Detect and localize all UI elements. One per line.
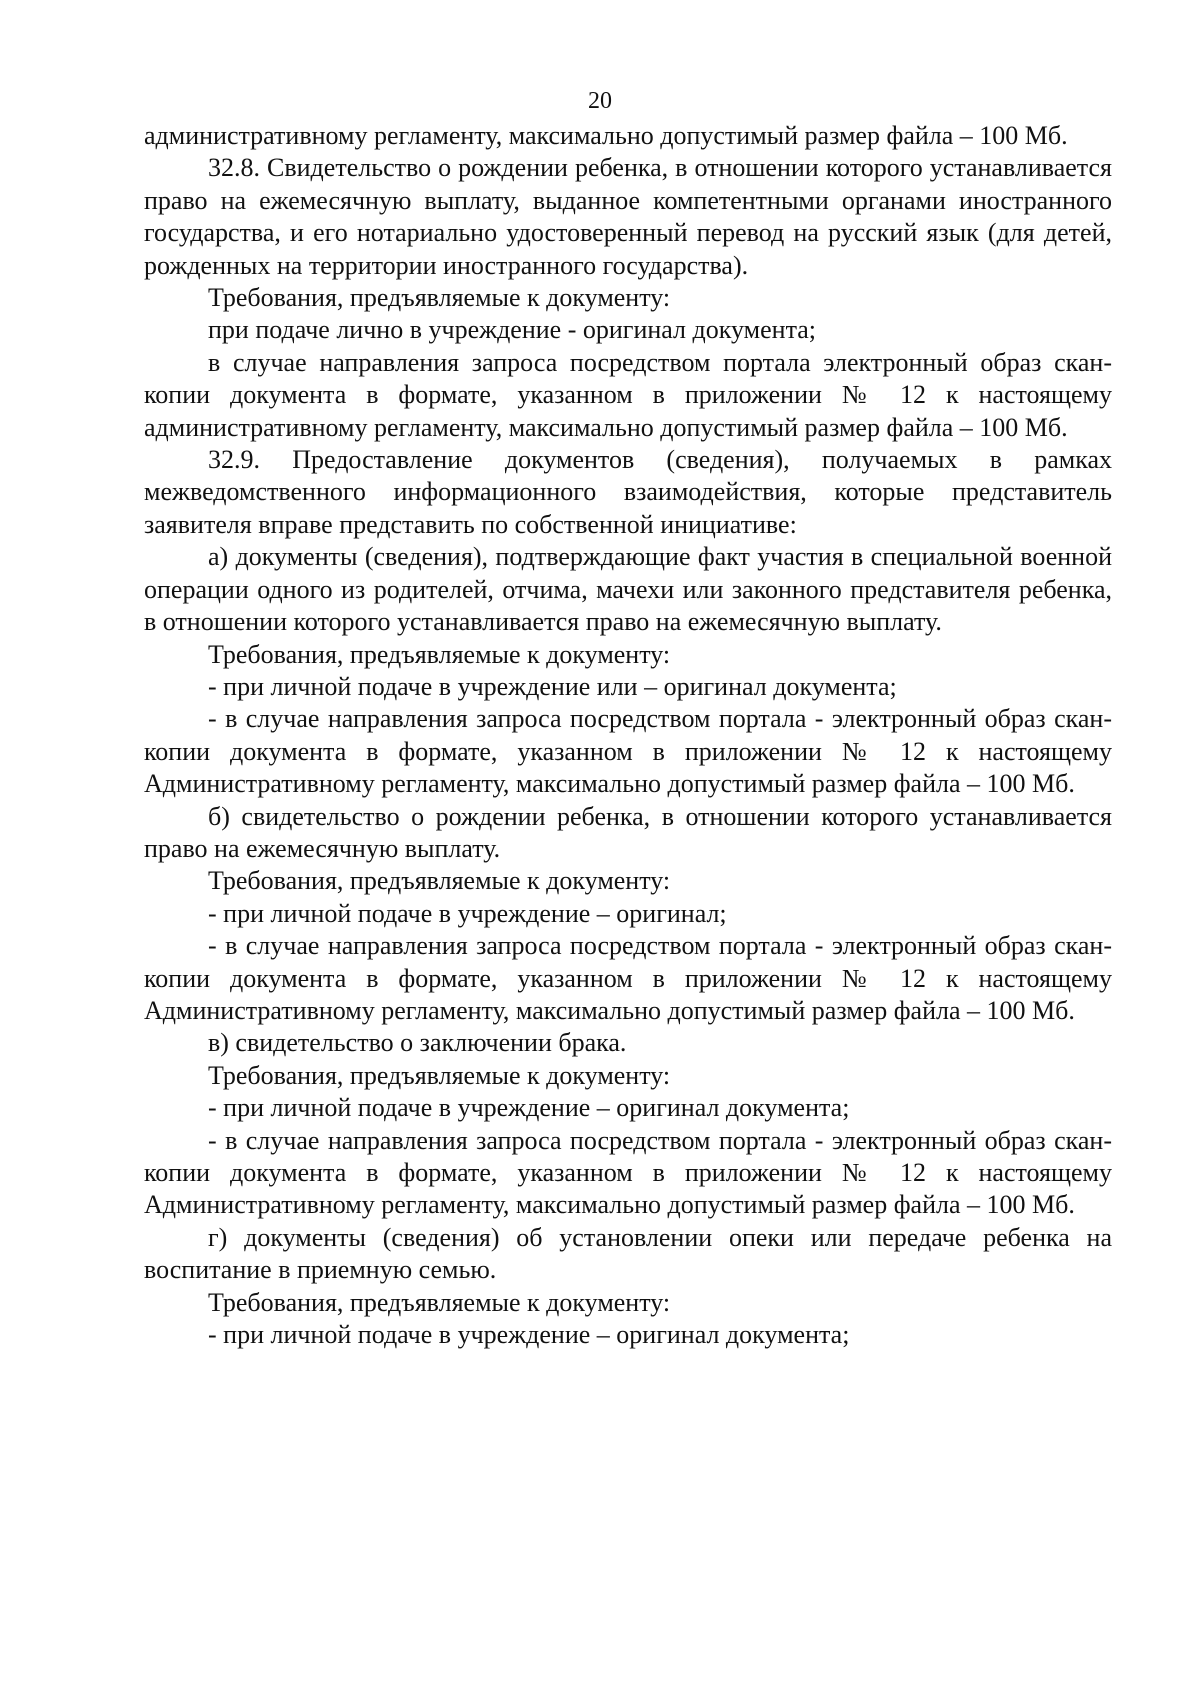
paragraph: 32.8. Свидетельство о рождении ребенка, в отношении которого устанавливается право на ежемесячную выплату, выданное компетентными органами иностранного государства, и его нотариально удостоверенный перевод на русский язык (для детей, рожденных на территории иностранного государства).	[144, 153, 1112, 280]
paragraph: 32.9. Предоставление документов (сведения), получаемых в рамках межведомственного информационного взаимодействия, которые представитель заявителя вправе представить по собственной инициативе:	[144, 445, 1112, 539]
paragraph: - при личной подаче в учреждение – оригинал документа;	[208, 1093, 850, 1123]
paragraph: в) свидетельство о заключении брака.	[208, 1028, 627, 1058]
paragraph: Требования, предъявляемые к документу:	[208, 639, 671, 669]
paragraph: - при личной подаче в учреждение или – оригинал документа;	[208, 671, 897, 701]
document-body	[144, 120, 1112, 1351]
paragraph: - в случае направления запроса посредством портала - электронный образ скан-копии документа в формате, указанном в приложении № 12 к настоящему Административному регламенту, максимально допустимый размер файла – 100 Мб.	[144, 1125, 1112, 1220]
paragraph: б) свидетельство о рождении ребенка, в отношении которого устанавливается право на ежемесячную выплату.	[144, 801, 1112, 863]
paragraph: - при личной подаче в учреждение – оригинал;	[208, 898, 727, 928]
paragraph: г) документы (сведения) об установлении опеки или передаче ребенка на воспитание в приемную семью.	[144, 1222, 1112, 1285]
page-number: 20	[588, 88, 612, 114]
paragraph: Требования, предъявляемые к документу:	[208, 1287, 671, 1317]
paragraph: - в случае направления запроса посредством портала - электронный образ скан-копии документа в формате, указанном в приложении № 12 к настоящему Административному регламенту, максимально допустимый размер файла – 100 Мб.	[144, 704, 1112, 799]
paragraph: Требования, предъявляемые к документу:	[208, 1060, 671, 1090]
paragraph: - при личной подаче в учреждение – оригинал документа;	[208, 1320, 850, 1350]
paragraph: при подаче лично в учреждение - оригинал документа;	[208, 315, 817, 345]
paragraph: а) документы (сведения), подтверждающие факт участия в специальной военной операции одного из родителей, отчима, мачехи или законного представителя ребенка, в отношении которого устанавливается право на ежемесячную выплату.	[144, 542, 1112, 637]
paragraph: - в случае направления запроса посредством портала - электронный образ скан-копии документа в формате, указанном в приложении № 12 к настоящему Административному регламенту, максимально допустимый размер файла – 100 Мб.	[144, 931, 1112, 1025]
paragraph: Требования, предъявляемые к документу:	[208, 283, 671, 313]
paragraph: административному регламенту, максимально допустимый размер файла – 100 Мб.	[144, 121, 1068, 150]
paragraph: Требования, предъявляемые к документу:	[208, 866, 671, 896]
paragraph: в случае направления запроса посредством портала электронный образ скан-копии документа в формате, указанном в приложении № 12 к настоящему административному регламенту, максимально допустимый размер файла – 100 Мб.	[144, 347, 1112, 442]
